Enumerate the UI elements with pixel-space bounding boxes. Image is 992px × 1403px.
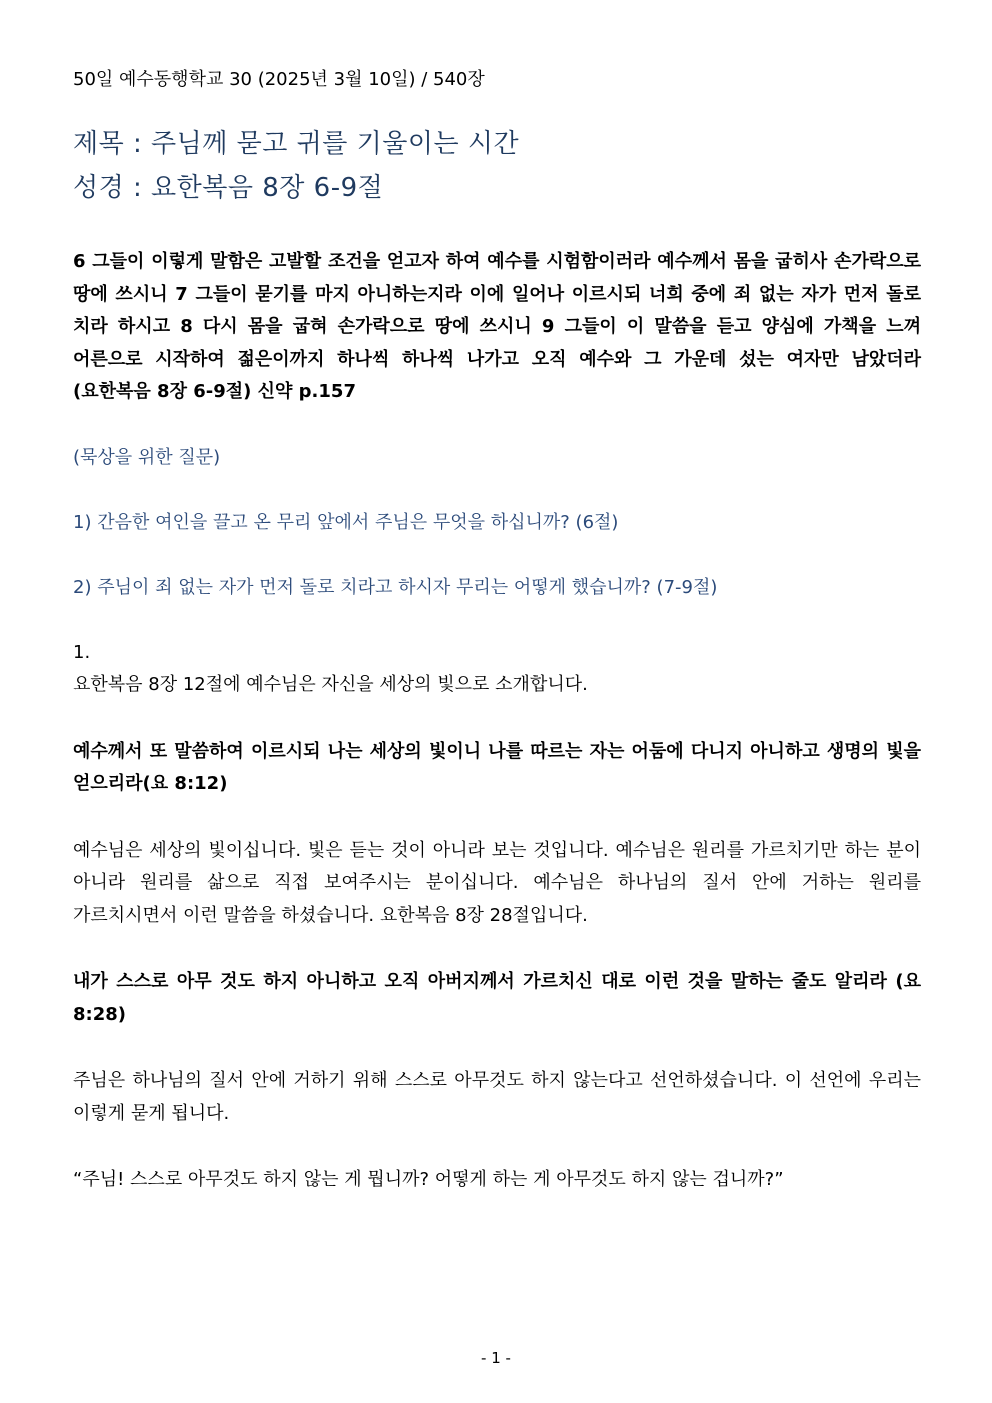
title-block	[73, 122, 921, 210]
section-number: 1.	[73, 641, 91, 663]
bible-quote-john-8-12: 예수께서 또 말씀하여 이르시되 나는 세상의 빛이니 나를 따르는 자는 어둠에 다니지 아니하고 생명의 빛을 얻으리라(요 8:12)	[73, 740, 921, 794]
scripture-text: 6 그들이 이렇게 말함은 고발할 조건을 얻고자 하여 예수를 시험함이러라 예수께서 몸을 굽히사 손가락으로 땅에 쓰시니 7 그들이 묻기를 마지 아니하는지라 이에 일어나 이르시되 너희 중에 죄 없는 자가 먼저 돌로 치라 하시고 8 다시 몸을 굽혀 손가락으로 땅에 쓰시니 9 그들이 이 말씀을 듣고 양심에 가책을 느껴 어른으로 시작하여 젊은이까지 하나씩 하나씩 나가고 오직 예수와 그 가운데 섰는 여자만 남았더라 (요한복음 8장 6-9절) 신약 p.157	[73, 251, 921, 402]
sermon-title: 제목 : 주님께 묻고 귀를 기울이는 시간	[73, 129, 520, 159]
section-intro: 요한복음 8장 12절에 예수님은 자신을 세상의 빛으로 소개합니다.	[73, 674, 588, 695]
meditation-heading: (묵상을 위한 질문)	[73, 446, 221, 468]
document-header: 50일 예수동행학교 30 (2025년 3월 10일) / 540장	[73, 69, 485, 90]
meditation-question-1: 1) 간음한 여인을 끌고 온 무리 앞에서 주님은 무엇을 하십니까? (6절)	[73, 511, 619, 533]
body-paragraph-3: “주님! 스스로 아무것도 하지 않는 게 뭡니까? 어떻게 하는 게 아무것도 하지 않는 겁니까?”	[73, 1169, 784, 1190]
page-number: - 1 -	[481, 1349, 511, 1367]
scripture-reference: 성경 : 요한복음 8장 6-9절	[73, 173, 384, 203]
meditation-question-2: 2) 주님이 죄 없는 자가 먼저 돌로 치라고 하시자 무리는 어떻게 했습니까? (7-9절)	[73, 576, 718, 598]
bible-quote-john-8-28: 내가 스스로 아무 것도 하지 아니하고 오직 아버지께서 가르치신 대로 이런 것을 말하는 줄도 알리라 (요 8:28)	[73, 971, 921, 1025]
document-page	[73, 64, 921, 1197]
body-paragraph-1: 예수님은 세상의 빛이십니다. 빛은 듣는 것이 아니라 보는 것입니다. 예수님은 원리를 가르치기만 하는 분이 아니라 원리를 삶으로 직접 보여주시는 분이십니다. 예수님은 하나님의 질서 안에 거하는 원리를 가르치시면서 이런 말씀을 하셨습니다. 요한복음 8장 28절입니다.	[73, 839, 921, 926]
body-paragraph-2: 주님은 하나님의 질서 안에 거하기 위해 스스로 아무것도 하지 않는다고 선언하셨습니다. 이 선언에 우리는 이렇게 묻게 됩니다.	[73, 1070, 921, 1124]
